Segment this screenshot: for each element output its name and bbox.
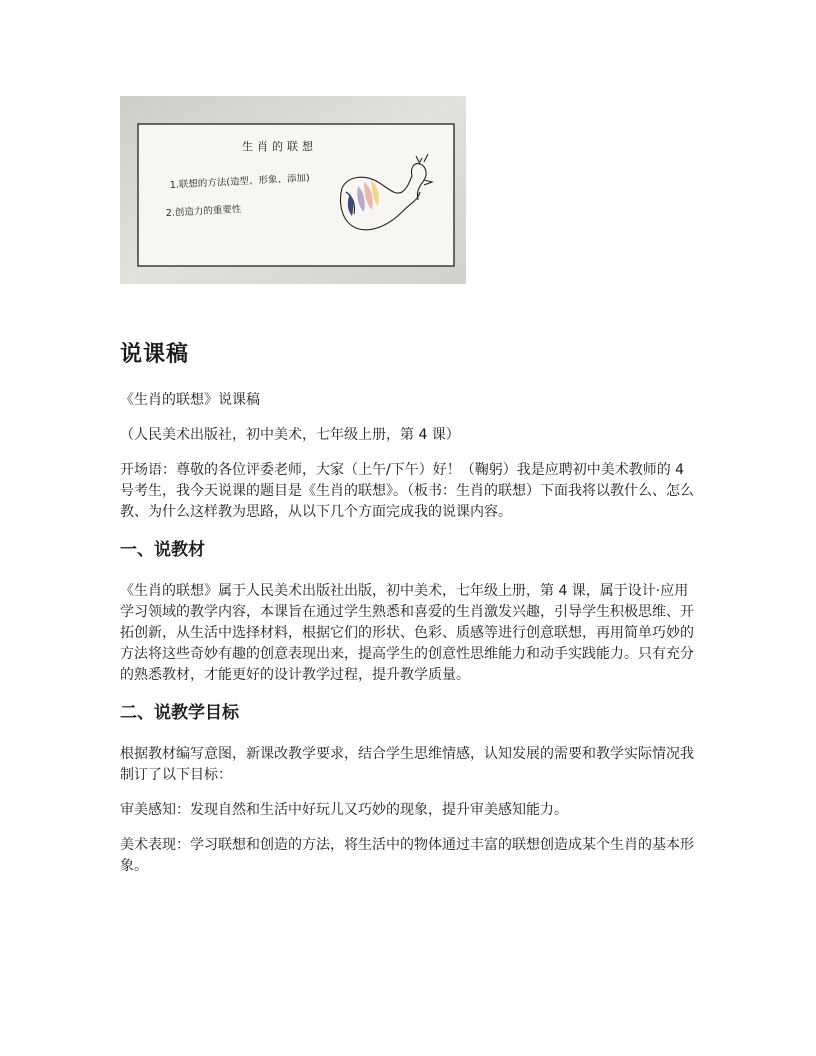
lesson-source: （人民美术出版社，初中美术，七年级上册，第 4 课） bbox=[120, 427, 460, 443]
document-body bbox=[120, 340, 700, 891]
opening-paragraph: 开场语：尊敬的各位评委老师，大家（上午/下午）好！（鞠躬）我是应聘初中美术教师的 4 号考生，我今天说课的题目是《生肖的联想》。（板书：生肖的联想）下面我将以教什么、怎么教、为什么这样教为思路，从以下几个方面完成我的说课内容。 bbox=[120, 462, 694, 520]
art-expression-goal: 美术表现：学习联想和创造的方法，将生活中的物体通过丰富的联想创造成某个生肖的基本形象。 bbox=[120, 837, 694, 874]
textbook-paragraph: 《生肖的联想》属于人民美术出版社出版，初中美术，七年级上册，第 4 课，属于设计·应用学习领域的教学内容，本课旨在通过学生熟悉和喜爱的生肖激发兴趣，引导学生积极思维、开拓创新，从生活中选择材料，根据它们的形状、色彩、质感等进行创意联想，再用简单巧妙的方法将这些奇妙有趣的创意表现出来，提高学生的创意性思维能力和动手实践能力。只有充分的熟悉教材，才能更好的设计教学过程，提升教学质量。 bbox=[120, 583, 694, 683]
blackboard-photo bbox=[120, 96, 466, 284]
document-title: 说课稿 bbox=[120, 342, 190, 367]
aesthetic-goal: 审美感知：发现自然和生活中好玩儿又巧妙的现象，提升审美感知能力。 bbox=[120, 802, 568, 818]
board-line-2: 2.创造力的重要性 bbox=[165, 204, 242, 219]
board-title: 生肖的联想 bbox=[242, 140, 317, 153]
blackboard-sketch bbox=[120, 96, 466, 284]
goals-paragraph: 根据教材编写意图，新课改教学要求，结合学生思维情感，认知发展的需要和教学实际情况我制订了以下目标： bbox=[120, 746, 694, 783]
lesson-title: 《生肖的联想》说课稿 bbox=[120, 392, 260, 408]
board-line-1: 1.联想的方法(造型、形象、添加) bbox=[169, 172, 310, 191]
section-heading-textbook: 一、说教材 bbox=[120, 540, 205, 560]
section-heading-goals: 二、说教学目标 bbox=[120, 703, 239, 723]
